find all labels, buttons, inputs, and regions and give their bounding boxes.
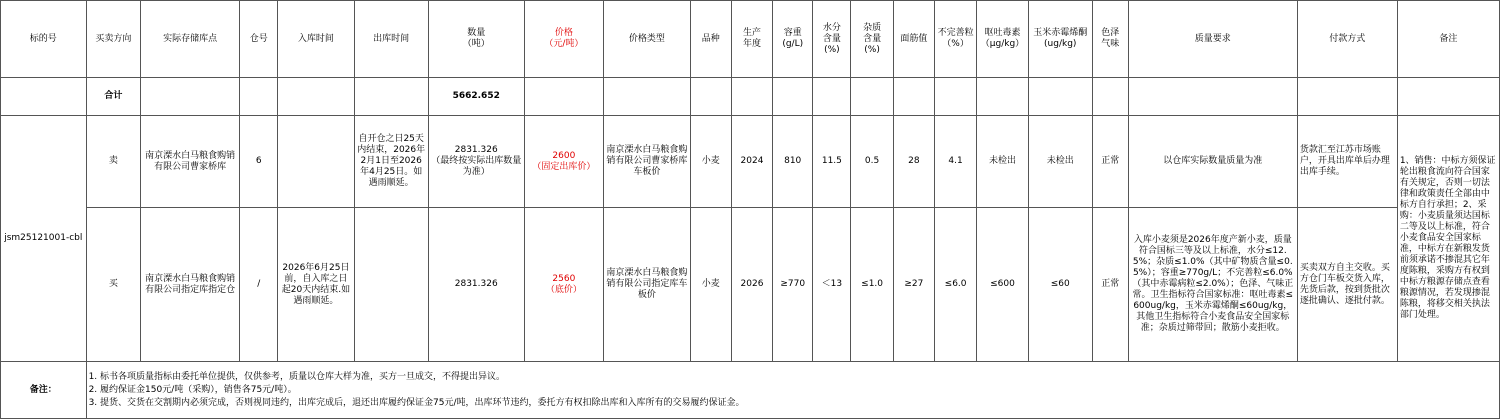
header-bulk-density: 容重 (g/L) bbox=[773, 1, 813, 78]
header-imperfect: 不完善粒 （%） bbox=[934, 1, 976, 78]
total-label: 合计 bbox=[86, 78, 141, 116]
buy-zen: ≤60 bbox=[1028, 208, 1092, 362]
sell-don: 未检出 bbox=[977, 116, 1029, 208]
buy-out-time bbox=[354, 208, 428, 362]
buy-variety: 小麦 bbox=[690, 208, 731, 362]
sell-zen: 未检出 bbox=[1028, 116, 1092, 208]
sell-prod-year: 2024 bbox=[731, 116, 772, 208]
note-line: 2. 履约保证金150元/吨（采购），销售各75元/吨）。 bbox=[88, 384, 297, 395]
total-cell-empty bbox=[524, 78, 603, 116]
buy-bulk-density: ≥770 bbox=[773, 208, 813, 362]
buy-price: 2560 （底价） bbox=[524, 208, 603, 362]
remarks-cell: 1、销售：中标方须保证轮出粮食流向符合国家有关规定，否则一切法律和政策责任全部由中标方自行承担；2、采购：小麦质量须达国标二等及以上标准，符合小麦食品安全国家标准，中标方在新粮发货前须承诺不掺混其它年度陈粮，采购方有权到中标方粮源存储点查看粮源情况，若发现掺混陈粮，将移交相关执法部门处理。 bbox=[1397, 116, 1499, 362]
total-cell-empty bbox=[240, 78, 278, 116]
buy-direction: 买 bbox=[86, 208, 141, 362]
total-cell-empty bbox=[851, 78, 893, 116]
buy-gluten: ≥27 bbox=[893, 208, 934, 362]
notes-row bbox=[1, 362, 1500, 419]
buy-price-type: 南京溧水白马粮食购销有限公司指定库车板价 bbox=[604, 208, 691, 362]
sell-row bbox=[1, 116, 1500, 208]
sell-out-time: 自开仓之日25天内结束，2026年2月1日至2026年4月25日。如遇雨顺延。 bbox=[354, 116, 428, 208]
total-quantity: 5662.652 bbox=[428, 78, 524, 116]
buy-quality-req: 入库小麦须是2026年度产新小麦，质量符合国标三等及以上标准，水分≤12.5%；杂质≤1.0%（其中矿物质含量≤0.5%）；容重≥770g/L；不完善粒≤6.0%（其中赤霉病粒≤2.0%）；色泽、气味正常。卫生指标符合国家标准：呕吐毒素≤600ug/kg，玉米赤霉烯酮≤60ug/kg，其他卫生指标符合小麦食品安全国家标准；杂质过筛带回；散筋小麦拒收。 bbox=[1128, 208, 1297, 362]
total-cell-empty bbox=[1028, 78, 1092, 116]
sell-gluten: 28 bbox=[893, 116, 934, 208]
notes-content bbox=[86, 362, 1499, 419]
header-location: 实际存储库点 bbox=[141, 1, 240, 78]
buy-quantity: 2831.326 bbox=[428, 208, 524, 362]
total-cell-empty bbox=[1128, 78, 1297, 116]
header-prod-year: 生产 年度 bbox=[731, 1, 772, 78]
buy-row bbox=[1, 208, 1500, 362]
header-quantity: 数量 （吨） bbox=[428, 1, 524, 78]
sell-direction: 卖 bbox=[86, 116, 141, 208]
total-cell-empty bbox=[354, 78, 428, 116]
buy-moisture: ＜13 bbox=[813, 208, 851, 362]
header-price: 价格 （元/吨） bbox=[524, 1, 603, 78]
sell-variety: 小麦 bbox=[690, 116, 731, 208]
total-cell-empty bbox=[813, 78, 851, 116]
total-cell-empty bbox=[773, 78, 813, 116]
header-color-odor: 色泽 气味 bbox=[1092, 1, 1128, 78]
header-out-time: 出库时间 bbox=[354, 1, 428, 78]
buy-payment: 买卖双方自主交收。买方仓门车板交货入库，先货后款，按到货批次逐批确认、逐批付款。 bbox=[1297, 208, 1397, 362]
sell-location: 南京溧水白马粮食购销有限公司曹家桥库 bbox=[141, 116, 240, 208]
buy-color-odor: 正常 bbox=[1092, 208, 1128, 362]
total-cell-empty bbox=[893, 78, 934, 116]
note-line: 3. 提货、交货在交割期内必须完成，否则视同违约，出库完成后，退还出库履约保证金75元/吨，出库环节违约，委托方有权扣除出库和入库所有的交易履约保证金。 bbox=[88, 397, 745, 408]
buy-impurity: ≤1.0 bbox=[851, 208, 893, 362]
sell-in-time bbox=[278, 116, 354, 208]
header-direction: 买卖方向 bbox=[86, 1, 141, 78]
total-cell-empty bbox=[604, 78, 691, 116]
total-row bbox=[1, 78, 1500, 116]
header-bin: 仓号 bbox=[240, 1, 278, 78]
header-in-time: 入库时间 bbox=[278, 1, 354, 78]
sell-impurity: 0.5 bbox=[851, 116, 893, 208]
buy-imperfect: ≤6.0 bbox=[934, 208, 976, 362]
buy-don: ≤600 bbox=[977, 208, 1029, 362]
header-quality-req: 质量要求 bbox=[1128, 1, 1297, 78]
header-price-type: 价格类型 bbox=[604, 1, 691, 78]
sell-price-type: 南京溧水白马粮食购销有限公司曹家桥库车板价 bbox=[604, 116, 691, 208]
header-don: 呕吐毒素 （μg/kg） bbox=[977, 1, 1029, 78]
total-cell-empty bbox=[1092, 78, 1128, 116]
sell-moisture: 11.5 bbox=[813, 116, 851, 208]
header-impurity: 杂质 含量 (%) bbox=[851, 1, 893, 78]
header-zen: 玉米赤霉烯酮 (ug/kg) bbox=[1028, 1, 1092, 78]
total-cell-empty bbox=[690, 78, 731, 116]
header-bid-no: 标的号 bbox=[1, 1, 87, 78]
sell-payment: 货款汇至江苏市场账户，开具出库单后办理出库手续。 bbox=[1297, 116, 1397, 208]
header-variety: 品种 bbox=[690, 1, 731, 78]
total-cell-empty bbox=[1297, 78, 1397, 116]
sell-quality-req: 以仓库实际数量质量为准 bbox=[1128, 116, 1297, 208]
total-cell-empty bbox=[731, 78, 772, 116]
sell-imperfect: 4.1 bbox=[934, 116, 976, 208]
header-payment: 付款方式 bbox=[1297, 1, 1397, 78]
total-cell-empty bbox=[934, 78, 976, 116]
note-line: 1. 标书各项质量指标由委托单位提供，仅供参考，质量以仓库大样为准，买方一旦成交，不得提出异议。 bbox=[88, 371, 506, 382]
buy-location: 南京溧水白马粮食购销有限公司指定库指定仓 bbox=[141, 208, 240, 362]
total-cell-empty bbox=[977, 78, 1029, 116]
total-cell-empty bbox=[141, 78, 240, 116]
header-row bbox=[1, 1, 1500, 78]
header-moisture: 水分 含量 (%) bbox=[813, 1, 851, 78]
sell-quantity: 2831.326 （最终按实际出库数量为准） bbox=[428, 116, 524, 208]
total-cell-empty bbox=[1397, 78, 1499, 116]
sell-bulk-density: 810 bbox=[773, 116, 813, 208]
notes-label: 备注： bbox=[1, 362, 87, 419]
total-cell-empty bbox=[1, 78, 87, 116]
header-remarks: 备注 bbox=[1397, 1, 1499, 78]
total-cell-empty bbox=[278, 78, 354, 116]
sell-color-odor: 正常 bbox=[1092, 116, 1128, 208]
buy-prod-year: 2026 bbox=[731, 208, 772, 362]
bid-no-cell: jsm25121001-cbl bbox=[1, 116, 87, 362]
buy-in-time: 2026年6月25日前，自入库之日起20天内结束.如遇雨顺延。 bbox=[278, 208, 354, 362]
buy-bin: / bbox=[240, 208, 278, 362]
sell-price: 2600 （固定出库价） bbox=[524, 116, 603, 208]
sell-bin: 6 bbox=[240, 116, 278, 208]
header-gluten: 面筋值 bbox=[893, 1, 934, 78]
